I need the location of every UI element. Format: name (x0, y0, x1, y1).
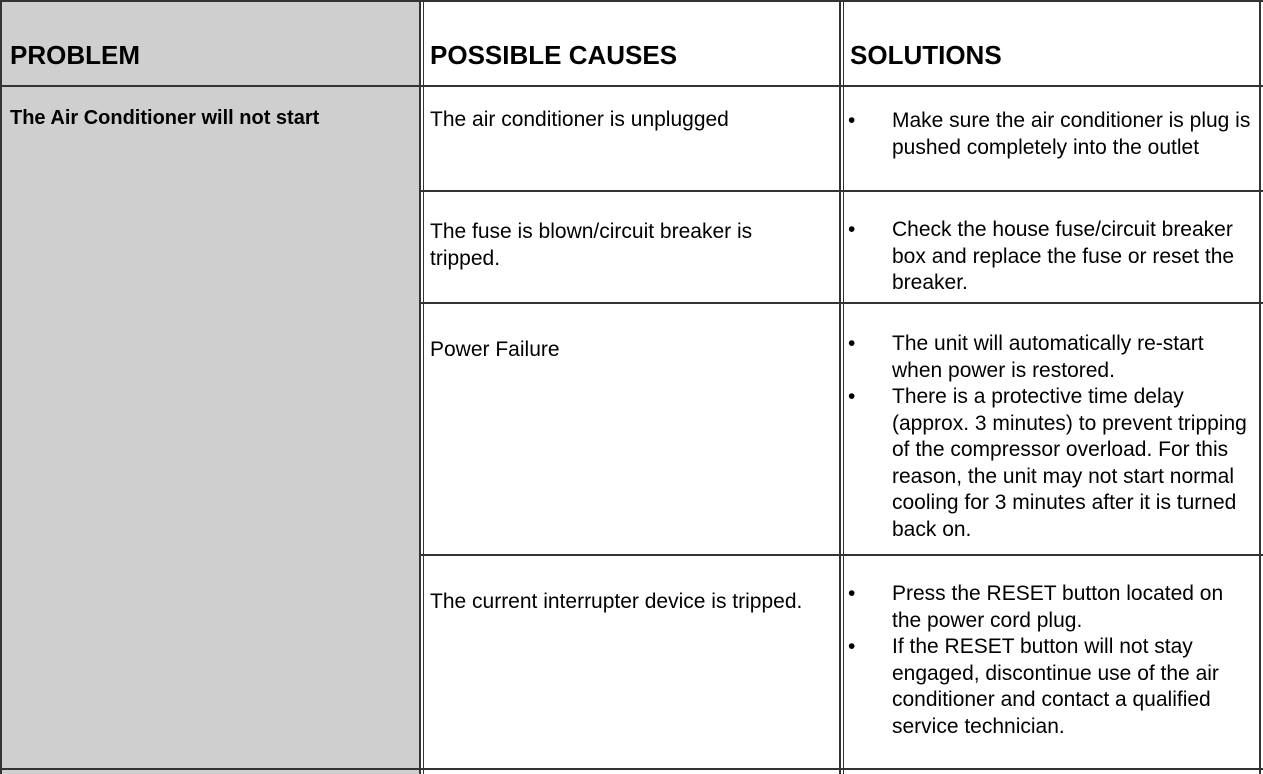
bullet-icon: • (848, 109, 856, 132)
header-problem: PROBLEM (10, 40, 140, 70)
row-divider (0, 768, 1263, 770)
column-divider (1259, 0, 1263, 774)
cause-text: The air conditioner is unplugged (430, 108, 729, 131)
solution-text: Check the house fuse/circuit breaker box and replace the fuse or reset the breaker. (892, 218, 1235, 294)
solution-list (848, 217, 1253, 297)
cause-text: The current interrupter device is tripped. (430, 590, 803, 613)
solution-text: The unit will automatically re-start when power is restored. (892, 332, 1204, 382)
column-divider (419, 0, 424, 774)
bullet-icon: • (848, 582, 856, 605)
row-divider (420, 554, 1263, 556)
solution-text: If the RESET button will not stay engaged, discontinue use of the air conditioner and contact a qualified service technician. (892, 635, 1219, 738)
cause-text: The fuse is blown/circuit breaker is tripped. (430, 220, 753, 270)
solution-text: There is a protective time delay (approx. 3 minutes) to prevent tripping of the compressor overload. For this reason, the unit may not start normal cooling for 3 minutes after it is turned back on. (892, 385, 1247, 541)
solution-text: Press the RESET button located on the power cord plug. (892, 582, 1224, 632)
problem-text: The Air Conditioner will not start (10, 107, 320, 129)
bullet-icon: • (848, 218, 856, 241)
bullet-icon: • (848, 332, 856, 355)
header-solutions: SOLUTIONS (850, 40, 1002, 70)
solution-text: Make sure the air conditioner is plug is pushed completely into the outlet (892, 109, 1251, 159)
header-divider (0, 85, 1263, 87)
solution-item (848, 331, 1253, 384)
bullet-icon: • (848, 385, 856, 408)
row-divider (420, 302, 1263, 304)
solution-item (848, 108, 1253, 161)
solution-item (848, 634, 1253, 740)
solution-item (848, 217, 1253, 297)
bullet-icon: • (848, 635, 856, 658)
column-divider (839, 0, 844, 774)
solution-list (848, 331, 1253, 543)
solution-item (848, 581, 1253, 634)
header-causes: POSSIBLE CAUSES (430, 40, 678, 70)
solution-list (848, 581, 1253, 740)
row-divider (420, 190, 1263, 192)
solution-list (848, 108, 1253, 161)
cause-text: Power Failure (430, 338, 560, 361)
solution-item (848, 384, 1253, 543)
